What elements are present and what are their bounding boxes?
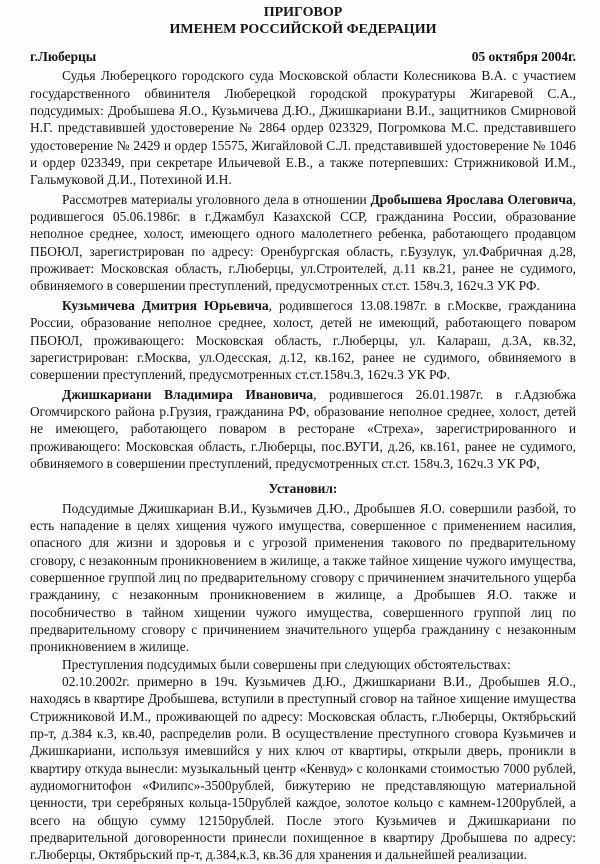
paragraph-court-composition: Судья Люберецкого городского суда Московской области Колесникова В.А. с участием государственного обвинителя Люберецкой городской прокуратуры Жигаревой С.А., подсудимых: Дробышева Я.О., Кузьмичева Д.Ю., Джишкариани В.И., защитников Смирновой Н.Г. представившей удостоверение № 2864 ордер 023329, Погромкова М.С. представившего удостоверение № 2429 и ордер 15575, Жигайловой С.Л. представившей удостоверение № 1046 и ордер 023349, при секретаре Ильичевой Е.В., а также потерпевших: Стрижниковой И.М., Гальмуковой Д.И., Потехиной И.Н. (30, 68, 576, 188)
defendant-name-kuzmichev: Кузьмичева Дмитрия Юрьевича (62, 297, 269, 313)
paragraph-charges: Подсудимые Джишкариан В.И., Кузьмичев Д.Ю., Дробышев Я.О. совершили разбой, то есть нападение в целях хищения чужого имущества, совершенное с применением насилия, опасного для жизни и здоровья и с угрозой применения такового по предварительному сговору, с незаконным проникновением в жилище, а также тайное хищение чужого имущества, совершенное группой лиц по предварительному сговору с причинением значительного ущерба гражданину, с незаконным проникновением в жилище, а Дробышев Я.О. также и пособничество в тайном хищении чужого имущества, совершенного группой лиц по предварительному сговору с причинением значительного ущерба гражданину с незаконным проникновением в жилище. (30, 500, 576, 655)
defendant-name-drobyshev: Дробышева Ярослава Олеговича (370, 191, 573, 207)
place-date-row (30, 48, 576, 65)
paragraph-defendant-dzhishkariani (30, 386, 576, 473)
defendant-details-dzhishkariani: , родившегося 26.01.1987г. в г.Адзюбжа Огомчирского района р.Грузия, гражданина РФ, образование неполное среднее, холост, детей не имеющего, работающего поваром в ресторане «Стреха», зарегистрированного и проживающего: Московская область, г.Люберцы, пос.ВУГИ, д.26, кв.161, ранее не судимого, обвиняемого в совершении преступлений, предусмотренных ст.ст. 158ч.3, 162ч.3 УК РФ, (30, 386, 576, 471)
defendant-name-dzhishkariani: Джишкариани Владимира Ивановича (62, 386, 314, 402)
defendant-details-kuzmichev: , родившегося 13.08.1987г. в г.Москве, гражданина России, образование неполное среднее, холост, детей не имеющий, работающего поваром ПБОЮЛ, проживающего: Московская область, г.Люберцы, ул. Калараш, д.3А, кв.32, зарегистрирован: г.Москва, ул.Одесская, д.12, кв.162, ранее не судимого, обвиняемого в совершении преступлений, предусмотренных ст.ст.158ч.3, 162ч.3 УК РФ. (30, 297, 576, 383)
document-title: ПРИГОВОР (263, 5, 343, 20)
defendant-details-drobyshev: , родившегося 05.06.1986г. в г.Джамбул Казахской ССР, гражданина России, образование неполное среднее, холост, имеющего одного малолетнего ребенка, работающего продавцом ПБОЮЛ, зарегистрирован по адресу: Оренбургская область, г.Бузулук, ул.Фабричная д.28, проживает: Московская область, г.Люберцы, ул.Строителей, д.11 кв.21, ранее не судимого, обвиняемого в совершении преступлений, предусмотренных ст.ст. 158ч.3, 162ч.3 УК РФ. (30, 191, 576, 294)
paragraph-defendant-drobyshev (30, 191, 576, 295)
paragraph-circumstances-intro: Преступления подсудимых были совершены при следующих обстоятельствах: (62, 656, 511, 672)
paragraph-circumstances: 02.10.2002г. примерно в 19ч. Кузьмичев Д.Ю., Джишкариани В.И., Дробышев Я.О., находясь в квартире Дробышева, вступили в преступный сговор на тайное хищение имущества Стрижниковой И.М., проживающей по адресу: Московская область, г.Люберцы, Октябрьский пр-т, д.384 к.3, кв.40, распределив роли. В осуществление преступного сговора Кузьмичев и Джишкариани, используя имевшийся у них ключ от квартиры, открыли дверь, проникли в квартиру откуда вынесли: музыкальный центр «Кенвуд» с колонками стоимостью 7000 рублей, аудиомогнитофон «Филипс»-3500рублей, бижутерию не представляющую материальной ценности, три серебряных кольца-150рублей каждое, золотое кольцо с камнем-1200рублей, а всего на общую сумму 12150рублей. После этого Кузьмичев и Джишкариани по предварительной договоренности принесли похищенное в квартиру Дробышева по адресу: г.Люберцы, Октябрьский пр-т, д.384,к.3, кв.36 для хранения и дальнейшей реализации. (30, 674, 576, 863)
paragraph-defendant-kuzmichev (30, 297, 576, 384)
section-heading-established: Установил: (268, 481, 338, 497)
document-city: г.Люберцы (30, 49, 97, 64)
document-date: 05 октября 2004г. (471, 49, 576, 64)
document-subtitle: ИМЕНЕМ РОССИЙСКОЙ ФЕДЕРАЦИИ (169, 22, 437, 37)
paragraph-lead-text: Рассмотрев материалы уголовного дела в отношении (62, 191, 371, 207)
